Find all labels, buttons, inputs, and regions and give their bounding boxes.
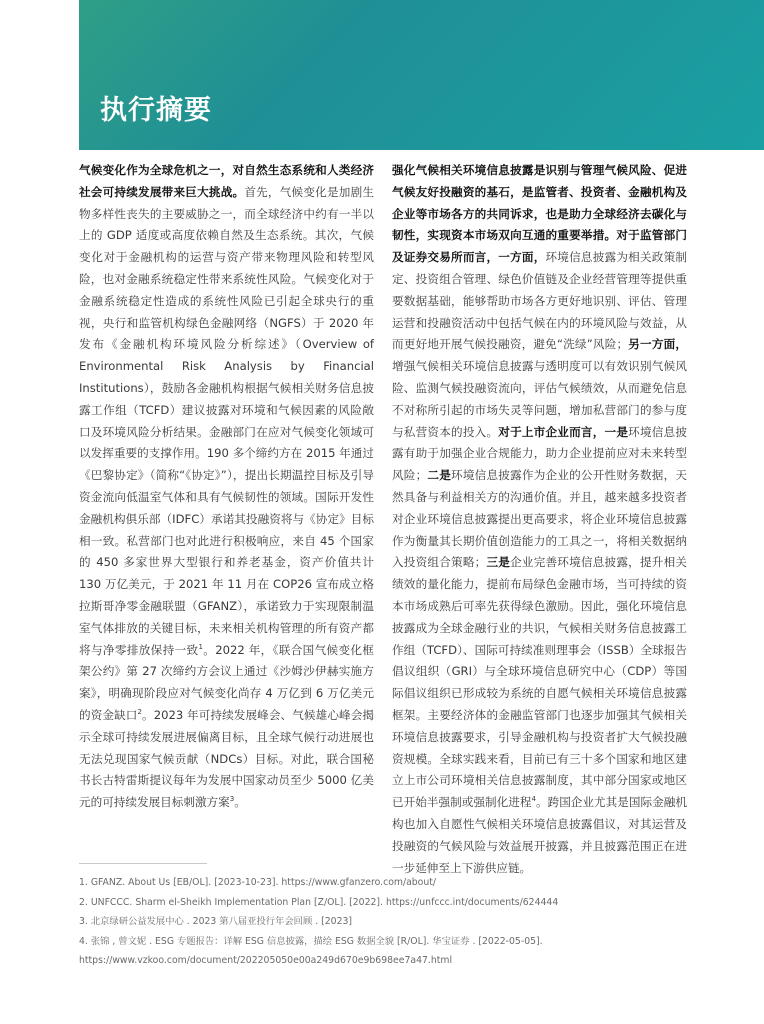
footnote-2[interactable]: 2. UNFCCC. Sharm el-Sheikh Implementation Plan [Z/OL]. [2022]. https://unfccc.int/documents/624444 bbox=[79, 896, 559, 908]
header-banner bbox=[79, 0, 764, 150]
left-column bbox=[79, 160, 374, 814]
footnote-divider bbox=[79, 863, 207, 864]
right-bold-2: 另一方面， bbox=[628, 337, 687, 352]
right-bold-1: 强化气候相关环境信息披露是识别与管理气候风险、促进气候友好投融资的基石，是监管者、投资者、金融机构及企业等市场各方的共同诉求，也是助力全球经济去碳化与韧性，实现资本市场双向互通的重要举措。对于监管部门及证券交易所而言，一方面， bbox=[392, 163, 687, 265]
right-paragraph bbox=[392, 160, 687, 879]
right-text-5: 企业完善环境信息披露，提升相关绩效的量化能力，提前布局绿色金融市场，当可持续的资本市场成熟后可率先获得绿色激励。因此，强化环境信息披露成为全球金融行业的共识，气候相关财务信息披露工作组（TCFD）、国际可持续准则理事会（ISSB）全球报告倡议组织（GRI）与全球环境信息研究中心（CDP）等国际倡议组织已形成较为系统的自愿气候相关环境信息披露框架。主要经济体的金融监管部门也逐步加强其气候相关环境信息披露要求，引导金融机构与投资者扩大气候投融资规模。全球实践来看，目前已有三十多个国家和地区建立上市公司环境相关信息披露制度，其中部分国家或地区已开始半强制或强制化进程 bbox=[392, 555, 687, 810]
right-text-3: 环境信息披露有助于加强企业合规能力，助力企业提前应对未来转型风险； bbox=[392, 424, 687, 483]
footnote-ref-2[interactable]: 2 bbox=[137, 708, 142, 717]
left-body-end: 。 bbox=[234, 795, 246, 810]
right-bold-5: 三是 bbox=[486, 555, 511, 570]
footnote-3: 3. 北京绿研公益发展中心 . 2023 第八届亚投行年会回顾 . [2023] bbox=[79, 916, 353, 927]
left-lead-bold: 气候变化作为全球危机之一，对自然生态系统和人类经济社会可持续发展带来巨大挑战。 bbox=[79, 163, 374, 199]
right-bold-4: 二是 bbox=[427, 468, 452, 483]
footnote-ref-1[interactable]: 1 bbox=[198, 642, 203, 651]
footnotes bbox=[79, 873, 689, 971]
left-body-text-2: 。2022 年，《联合国气候变化框架公约》第 27 次缔约方会议上通过《沙姆沙伊赫实施方案》，明确现阶段应对气候变化尚存 4 万亿到 6 万亿美元的资金缺口 bbox=[79, 642, 374, 722]
right-text-6: 。跨国企业尤其是国际金融机构也加入自愿性气候相关环境信息披露倡议，对其运营及投融资的气候风险与效益展开披露，并且披露范围正在进一步延伸至上下游供应链。 bbox=[392, 795, 687, 875]
footnote-ref-4[interactable]: 4 bbox=[531, 795, 536, 804]
left-body-text-3: 。2023 年可持续发展峰会、气候雄心峰会揭示全球可持续发展进展偏离目标，且全球气候行动进展也无法兑现国家气候贡献（NDCs）目标。对此，联合国秘书长古特雷斯提议每年为发展中国家动员至少 5000 亿美元的可持续发展目标刺激方案 bbox=[79, 707, 374, 810]
right-text-1: 环境信息披露为相关政策制定、投资组合管理、绿色价值链及企业经营管理等提供重要数据基础，能够帮助市场各方更好地识别、评估、管理运营和投融资活动中包括气候在内的环境风险与效益，从而更好地开展气候投融资，避免“洗绿”风险； bbox=[392, 250, 687, 352]
right-bold-3: 对于上市企业而言，一是 bbox=[498, 424, 629, 439]
left-body-text: 首先，气候变化是加剧生物多样性丧失的主要威胁之一，而全球经济中约有一半以上的 GDP 适度或高度依赖自然及生态系统。其次，气候变化对于金融机构的运营与资产带来物理风险和转型风险，也对金融系统稳定性带来系统性风险。气候变化对于金融系统稳定性造成的系统性风险已引起全球央行的重视，央行和监管机构绿色金融网络（NGFS）于 2020 年发布《金融机构环境风险分析综述》（Overview of Environmental Risk Analysis by Financial Institutions），鼓励各金融机构根据气候相关财务信息披露工作组（TCFD）建议披露对环境和气候因素的风险敞口及环境风险分析结果。金融部门在应对气候变化领域可以发挥重要的支撑作用。190 多个缔约方在 2015 年通过《巴黎协定》（简称“《协定》”），提出长期温控目标及引导资金流向低温室气体和具有气候韧性的领域。国际开发性金融机构俱乐部（IDFC）承诺其投融资将与《协定》目标相一致。私营部门也对此进行积极响应，来自 45 个国家的 450 多家世界大型银行和养老基金，资产价值共计 130 万亿美元，于 2021 年 11 月在 COP26 宣布成立格拉斯哥净零金融联盟（GFANZ），承诺致力于实现限制温室气体排放的关键目标，未来相关机构管理的所有资产都将与净零排放保持一致 bbox=[79, 184, 374, 657]
footnote-1[interactable]: 1. GFANZ. About Us [EB/OL]. [2023-10-23]. https://www.gfanzero.com/about/ bbox=[79, 877, 437, 888]
footnote-ref-3[interactable]: 3 bbox=[229, 795, 235, 804]
right-text-4: 环境信息披露作为企业的公开性财务数据，天然具备与利益相关方的沟通价值。并且，越来越多投资者对企业环境信息披露提出更高要求，将企业环境信息披露作为衡量其长期价值创造能力的工具之一，将相关数据纳入投资组合策略； bbox=[392, 468, 687, 570]
footnote-4[interactable]: 4. 张锦 , 曾文妮 . ESG 专题报告：详解 ESG 信息披露，描绘 ESG 数据全貌 [R/OL]. 华宝证券 . [2022-05-05]. https://www.vzkoo.com/document/202205050e00a249d670e9b698ee7a47.html bbox=[79, 935, 543, 966]
left-paragraph bbox=[79, 160, 374, 814]
page-title: 执行摘要 bbox=[100, 95, 212, 126]
right-column bbox=[392, 160, 687, 879]
right-text-2: 增强气候相关环境信息披露与透明度可以有效识别气候风险、监测气候投融资流向，评估气候绩效，从而避免信息不对称所引起的市场失灵等问题，增加私营部门的参与度与私营资本的投入。 bbox=[392, 359, 687, 439]
